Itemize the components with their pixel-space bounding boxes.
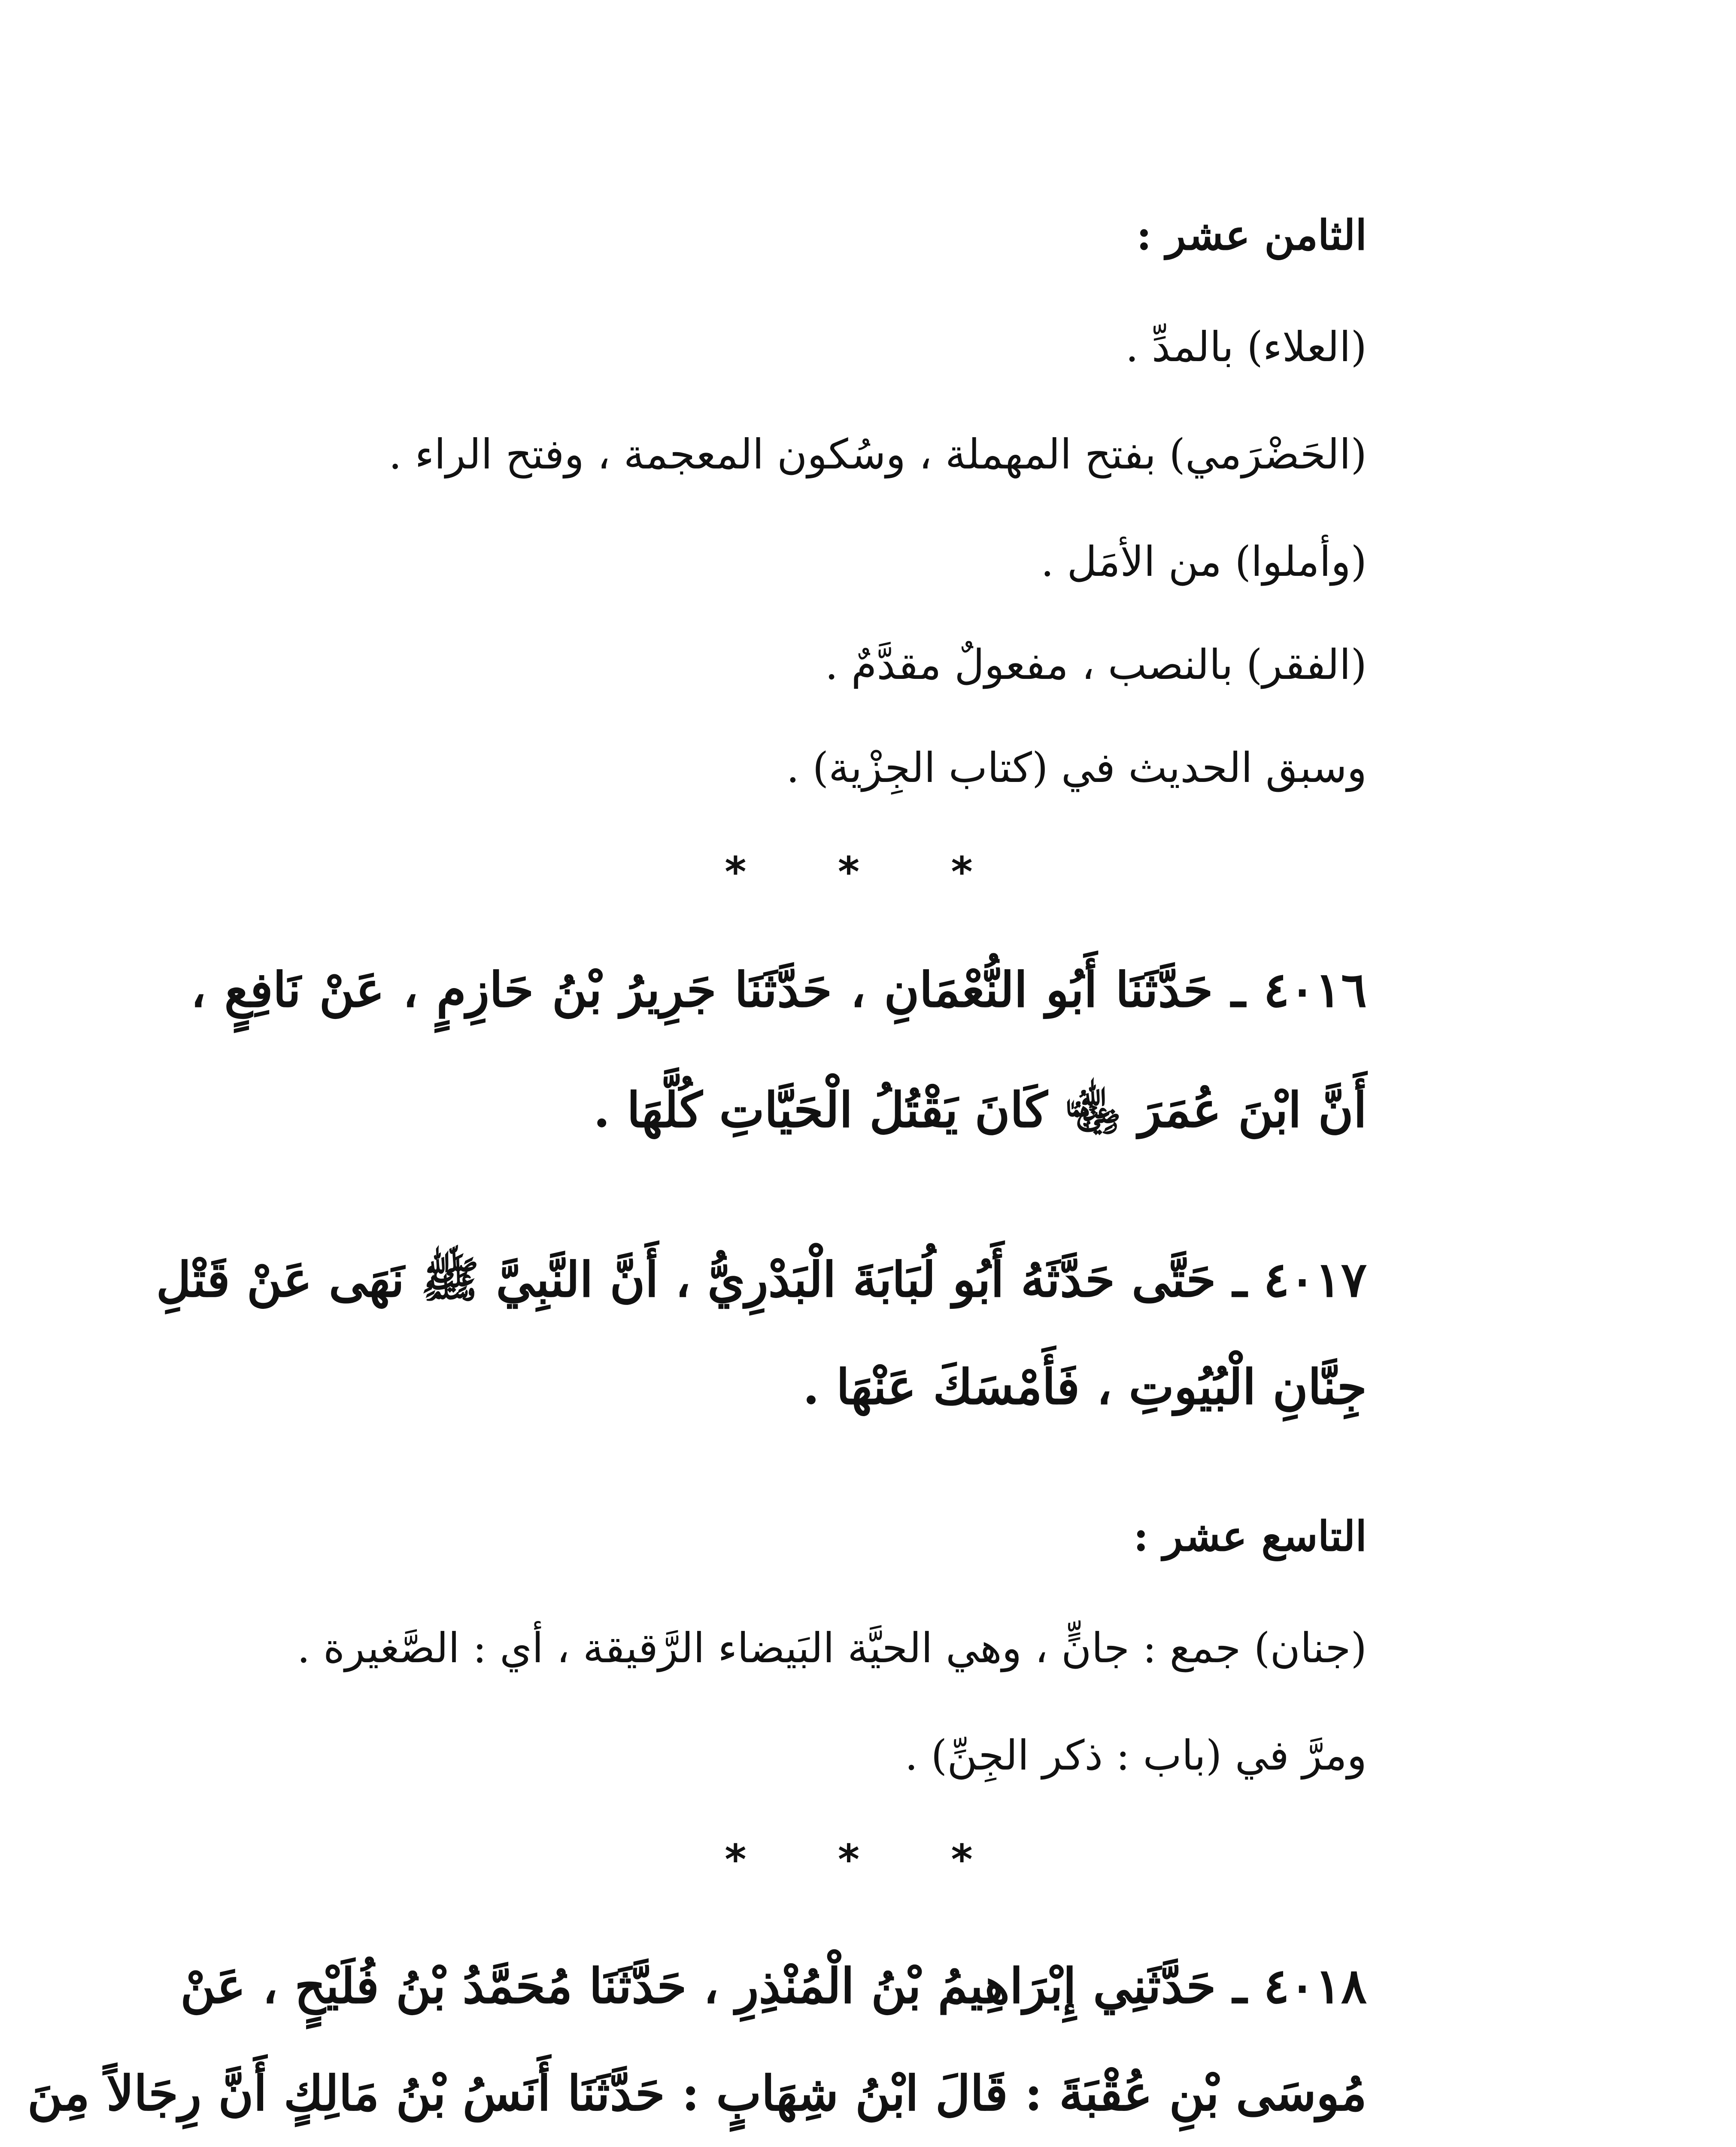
- section-separator: * * *: [725, 848, 1011, 896]
- note-line: ومرَّ في (باب : ذكر الجِنِّ) .: [904, 1731, 1367, 1779]
- note-line: (العلاء) بالمدِّ .: [1125, 323, 1367, 371]
- note-line: وسبق الحديث في (كتاب الجِزْية) .: [786, 744, 1367, 792]
- section-19-heading: التاسع عشر :: [1133, 1512, 1367, 1560]
- hadith-4016-line-1: ٤٠١٦ ـ حَدَّثَنَا أَبُو النُّعْمَانِ ، حَدَّثَنَا جَرِيرُ بْنُ حَازِمٍ ، عَنْ نَافِعٍ ،: [191, 962, 1367, 1018]
- hadith-4018-line-2: مُوسَى بْنِ عُقْبَةَ : قَالَ ابْنُ شِهَابٍ : حَدَّثَنَا أَنَسُ بْنُ مَالِكٍ أَنَّ رِجَالاً مِنَ: [27, 2065, 1367, 2122]
- hadith-4017-line-1: ٤٠١٧ ـ حَتَّى حَدَّثَهُ أَبُو لُبَابَةَ الْبَدْرِيُّ ، أَنَّ النَّبِيَّ ﷺ نَهَى عَنْ قَتْلِ: [156, 1252, 1367, 1308]
- note-line: (وأملوا) من الأمَل .: [1041, 538, 1367, 586]
- section-18-heading: الثامن عشر :: [1136, 211, 1367, 259]
- note-line: (جنان) جمع : جانٍّ ، وهي الحيَّة البَيضاء الرَّقيقة ، أي : الصَّغيرة .: [297, 1624, 1367, 1672]
- section-separator: * * *: [725, 1836, 1011, 1884]
- hadith-4017-line-2: جِنَّانِ الْبُيُوتِ ، فَأَمْسَكَ عَنْهَا .: [803, 1359, 1367, 1415]
- note-line: (الفقر) بالنصب ، مفعولٌ مقدَّمٌ .: [825, 641, 1367, 689]
- hadith-4018-line-1: ٤٠١٨ ـ حَدَّثَنِي إِبْرَاهِيمُ بْنُ الْمُنْذِرِ ، حَدَّثَنَا مُحَمَّدُ بْنُ فُلَيْحٍ ، عَنْ: [180, 1958, 1367, 2014]
- hadith-4016-line-2: أَنَّ ابْنَ عُمَرَ ﵄ كَانَ يَقْتُلُ الْحَيَّاتِ كُلَّهَا .: [593, 1082, 1367, 1138]
- note-line: (الحَضْرَمي) بفتح المهملة ، وسُكون المعجمة ، وفتح الراء .: [388, 430, 1367, 478]
